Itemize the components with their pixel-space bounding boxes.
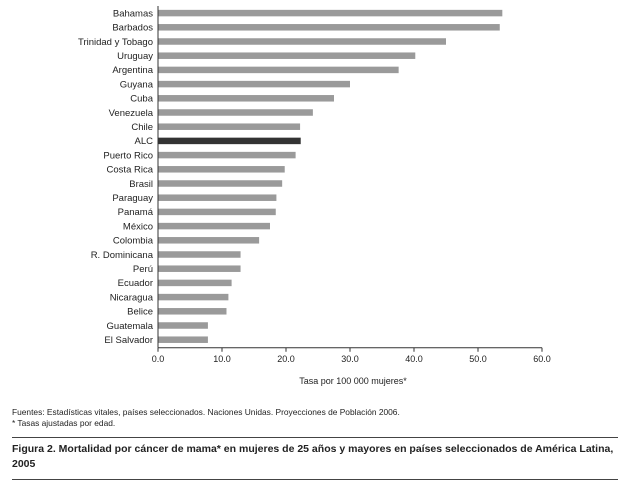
category-label-19: Ecuador bbox=[117, 278, 153, 290]
x-axis-title: Tasa por 100 000 mujeres* bbox=[299, 375, 407, 386]
category-label-1: Barbados bbox=[112, 22, 153, 34]
bar-10 bbox=[158, 152, 296, 159]
category-label-23: El Salvador bbox=[104, 335, 153, 346]
bar-14 bbox=[158, 209, 276, 216]
source-note: Fuentes: Estadísticas vitales, países seleccionados. Naciones Unidas. Proyecciones de Población 2006. bbox=[12, 407, 400, 417]
category-label-15: México bbox=[122, 221, 153, 233]
bar-1 bbox=[158, 24, 500, 31]
category-label-17: R. Dominicana bbox=[90, 249, 153, 261]
category-label-21: Belice bbox=[127, 306, 153, 318]
category-label-5: Guyana bbox=[119, 79, 153, 91]
category-label-10: Puerto Rico bbox=[103, 150, 153, 162]
bar-16 bbox=[158, 237, 259, 244]
x-tick-label-0: 0.0 bbox=[151, 353, 165, 364]
footnote: * Tasas ajustadas por edad. bbox=[12, 418, 116, 428]
category-label-6: Cuba bbox=[130, 93, 153, 105]
bar-5 bbox=[158, 81, 350, 88]
x-tick-label-4: 40.0 bbox=[405, 353, 423, 364]
category-label-12: Brasil bbox=[129, 178, 153, 190]
category-label-7: Venezuela bbox=[108, 107, 153, 119]
chart-notes bbox=[12, 407, 400, 429]
bar-20 bbox=[158, 294, 228, 301]
category-label-8: Chile bbox=[131, 122, 153, 133]
x-tick-label-5: 50.0 bbox=[469, 353, 487, 364]
category-label-11: Costa Rica bbox=[106, 164, 153, 176]
bar-17 bbox=[158, 251, 241, 258]
caption-top-rule bbox=[12, 437, 618, 438]
bar-9 bbox=[158, 138, 301, 145]
bar-2 bbox=[158, 38, 446, 45]
category-label-13: Paraguay bbox=[112, 193, 153, 204]
category-labels bbox=[78, 8, 154, 346]
category-label-16: Colombia bbox=[112, 235, 153, 247]
category-label-22: Guatemala bbox=[106, 320, 153, 332]
x-tick-label-6: 60.0 bbox=[533, 353, 551, 364]
bar-8 bbox=[158, 123, 300, 130]
x-tick-label-2: 20.0 bbox=[277, 353, 295, 364]
bar-7 bbox=[158, 109, 313, 116]
bar-23 bbox=[158, 336, 208, 343]
bar-22 bbox=[158, 322, 208, 329]
bar-18 bbox=[158, 265, 241, 272]
bar-19 bbox=[158, 280, 232, 287]
category-label-20: Nicaragua bbox=[109, 292, 153, 304]
bar-6 bbox=[158, 95, 334, 102]
figure-caption: Figura 2. Mortalidad por cáncer de mama* en mujeres de 25 años y mayores en países seleccionados de América Latina, 2005 bbox=[12, 443, 614, 470]
x-axis-ticks bbox=[152, 348, 551, 364]
category-label-2: Trinidad y Tobago bbox=[78, 36, 153, 48]
category-label-14: Panamá bbox=[117, 207, 153, 219]
category-label-18: Perú bbox=[132, 264, 153, 275]
bar-0 bbox=[158, 10, 502, 17]
category-label-0: Bahamas bbox=[112, 8, 153, 20]
bar-21 bbox=[158, 308, 226, 315]
bar-13 bbox=[158, 194, 276, 201]
bar-12 bbox=[158, 180, 282, 187]
bar-3 bbox=[158, 52, 415, 59]
bars-group bbox=[158, 10, 502, 343]
bar-4 bbox=[158, 67, 399, 74]
x-tick-label-1: 10.0 bbox=[213, 353, 231, 364]
x-tick-label-3: 30.0 bbox=[341, 353, 359, 364]
caption-bottom-rule bbox=[12, 479, 618, 480]
bar-11 bbox=[158, 166, 285, 173]
category-label-4: Argentina bbox=[112, 65, 153, 77]
category-label-3: Uruguay bbox=[117, 51, 153, 62]
bar-15 bbox=[158, 223, 270, 230]
category-label-9: ALC bbox=[134, 136, 153, 148]
